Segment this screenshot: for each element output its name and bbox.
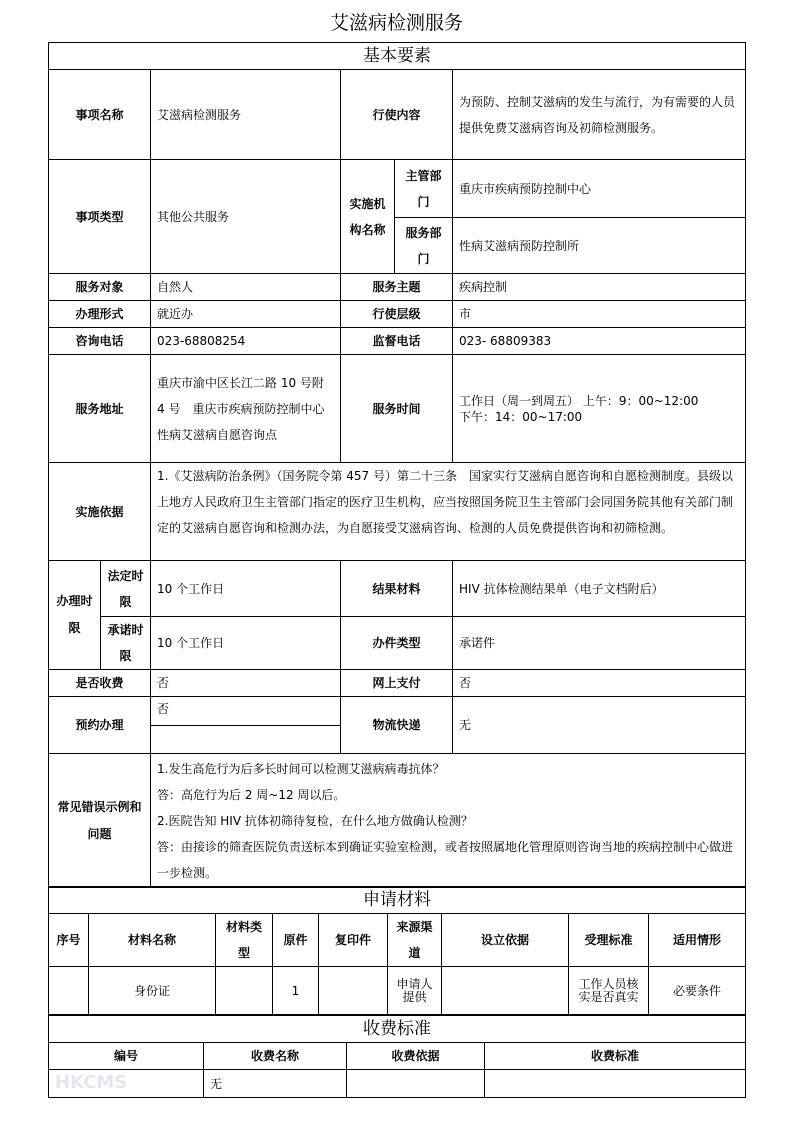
promise-limit-value: 10 个工作日 <box>151 617 341 670</box>
service-object-label: 服务对象 <box>49 274 151 301</box>
address-value: 重庆市渝中区长江二路 10 号附 4 号 重庆市疾病预防控制中心性病艾滋病自愿咨询点 <box>151 355 341 463</box>
material-no <box>49 967 89 1015</box>
doc-type-label: 办件类型 <box>341 617 453 670</box>
fees-table <box>48 1015 746 1098</box>
faq-line-4: 答：由接诊的筛查医院负责送标本到确证实验室检测，或者按照属地化管理原则咨询当地的疾病控制中心做进一步检测。 <box>157 839 734 880</box>
material-name: 身份证 <box>89 967 216 1015</box>
exercise-content-value: 为预防、控制艾滋病的发生与流行，为有需要的人员提供免费艾滋病咨询及初筛检测服务。 <box>453 70 746 160</box>
handling-form-value: 就近办 <box>151 301 341 328</box>
fees-header-name: 收费名称 <box>204 1043 347 1070</box>
phone-label: 咨询电话 <box>49 328 151 355</box>
section-fees: 收费标准 <box>49 1016 746 1043</box>
legal-limit-label: 法定时限 <box>101 561 151 617</box>
material-source: 申请人提供 <box>388 967 442 1015</box>
service-theme-label: 服务主题 <box>341 274 453 301</box>
charge-value: 否 <box>151 670 341 697</box>
competent-dept-value: 重庆市疾病预防控制中心 <box>453 160 746 218</box>
materials-header-name: 材料名称 <box>89 914 216 967</box>
fee-no-cell <box>49 1070 204 1098</box>
fee-name: 无 <box>204 1070 347 1098</box>
material-standard: 工作人员核实是否真实 <box>569 967 649 1015</box>
material-original: 1 <box>273 967 319 1015</box>
faq-label: 常见错误示例和问题 <box>49 754 151 888</box>
material-type <box>216 967 273 1015</box>
result-material-value: HIV 抗体检测结果单（电子文档附后） <box>453 561 746 617</box>
section-basic: 基本要素 <box>49 43 746 70</box>
fee-standard <box>485 1070 746 1098</box>
materials-header-type: 材料类型 <box>216 914 273 967</box>
fee-basis <box>347 1070 485 1098</box>
address-label: 服务地址 <box>49 355 151 463</box>
phone-value: 023-68808254 <box>151 328 341 355</box>
online-pay-label: 网上支付 <box>341 670 453 697</box>
materials-header-source: 来源渠道 <box>388 914 442 967</box>
material-copy <box>319 967 388 1015</box>
faq-value <box>151 754 746 888</box>
doc-type-value: 承诺件 <box>453 617 746 670</box>
fees-header-no: 编号 <box>49 1043 204 1070</box>
service-object-value: 自然人 <box>151 274 341 301</box>
appointment-value: 否 <box>151 697 340 726</box>
materials-header-copy: 复印件 <box>319 914 388 967</box>
basis-value: 1.《艾滋病防治条例》（国务院令第 457 号）第二十三条 国家实行艾滋病自愿咨询和自愿检测制度。县级以上地方人民政府卫生主管部门指定的医疗卫生机构，应当按照国务院卫生主管部门会同国务院其他有关部门制定的艾滋病自愿咨询和检测办法，为自愿接受艾滋病咨询、检测的人员免费提供咨询和初筛检测。 <box>151 463 746 561</box>
exercise-level-value: 市 <box>453 301 746 328</box>
supervise-phone-value: 023- 68809383 <box>453 328 746 355</box>
supervise-phone-label: 监督电话 <box>341 328 453 355</box>
result-material-label: 结果材料 <box>341 561 453 617</box>
service-dept-label: 服务部门 <box>395 218 453 274</box>
material-basis <box>442 967 569 1015</box>
materials-header-standard: 受理标准 <box>569 914 649 967</box>
materials-table <box>48 886 746 1015</box>
table-row <box>49 1070 746 1098</box>
table-row <box>49 967 746 1015</box>
page-title: 艾滋病检测服务 <box>329 12 463 34</box>
item-name-value: 艾滋病检测服务 <box>151 70 341 160</box>
basis-label: 实施依据 <box>49 463 151 561</box>
item-type-value: 其他公共服务 <box>151 160 341 274</box>
materials-header-situation: 适用情形 <box>649 914 746 967</box>
logistics-value: 无 <box>453 697 746 754</box>
item-name-label: 事项名称 <box>49 70 151 160</box>
item-type-label: 事项类型 <box>49 160 151 274</box>
competent-dept-label: 主管部门 <box>395 160 453 218</box>
fees-header-standard: 收费标准 <box>485 1043 746 1070</box>
appointment-cell <box>151 697 341 754</box>
time-limit-label: 办理时限 <box>49 561 101 670</box>
logistics-label: 物流快递 <box>341 697 453 754</box>
exercise-content-label: 行使内容 <box>341 70 453 160</box>
basic-elements-table <box>48 42 746 888</box>
section-materials: 申请材料 <box>49 887 746 914</box>
faq-line-2: 答：高危行为后 2 周~12 周以后。 <box>157 787 346 802</box>
service-time-label: 服务时间 <box>341 355 453 463</box>
materials-header-basis: 设立依据 <box>442 914 569 967</box>
service-time-line1: 工作日（周一到周五） 上午：9：00~12:00 <box>459 393 699 408</box>
service-time-value <box>453 355 746 463</box>
agency-label: 实施机构名称 <box>341 160 395 274</box>
charge-label: 是否收费 <box>49 670 151 697</box>
materials-header-original: 原件 <box>273 914 319 967</box>
service-dept-value: 性病艾滋病预防控制所 <box>453 218 746 274</box>
legal-limit-value: 10 个工作日 <box>151 561 341 617</box>
faq-line-3: 2.医院告知 HIV 抗体初筛待复检，在什么地方做确认检测？ <box>157 813 473 828</box>
promise-limit-label: 承诺时限 <box>101 617 151 670</box>
fees-header-basis: 收费依据 <box>347 1043 485 1070</box>
faq-line-1: 1.发生高危行为后多长时间可以检测艾滋病病毒抗体？ <box>157 761 445 776</box>
service-theme-value: 疾病控制 <box>453 274 746 301</box>
watermark: HKCMS <box>55 1072 128 1093</box>
material-situation: 必要条件 <box>649 967 746 1015</box>
handling-form-label: 办理形式 <box>49 301 151 328</box>
online-pay-value: 否 <box>453 670 746 697</box>
materials-header-no: 序号 <box>49 914 89 967</box>
exercise-level-label: 行使层级 <box>341 301 453 328</box>
appointment-label: 预约办理 <box>49 697 151 754</box>
service-time-line2: 下午：14：00~17:00 <box>459 409 583 424</box>
